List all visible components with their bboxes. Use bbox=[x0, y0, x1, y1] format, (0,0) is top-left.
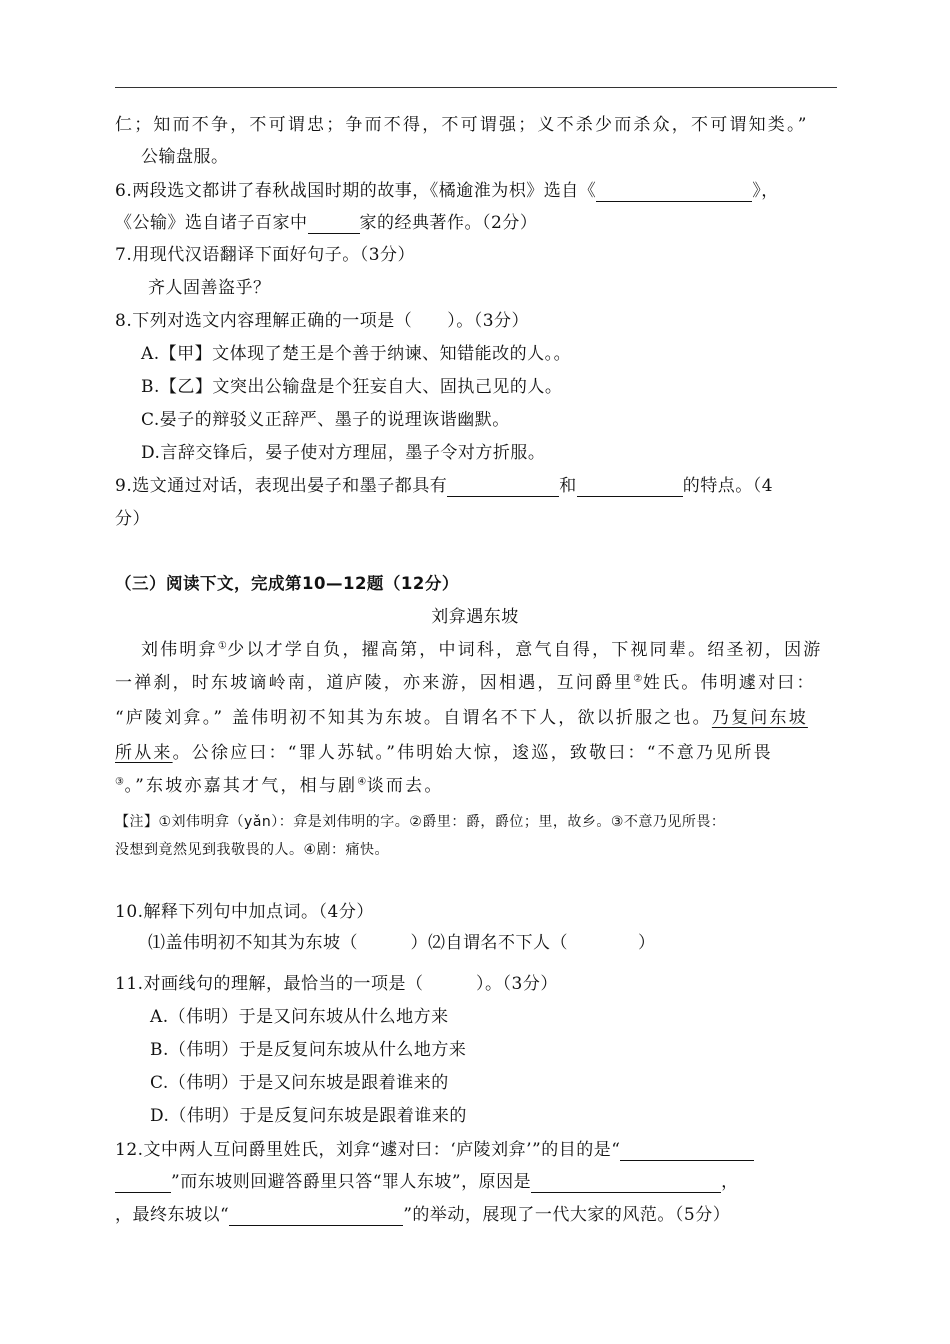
passage-title: 刘弇遇东坡 bbox=[431, 607, 519, 627]
option-c[interactable]: C.（伟明）于是又问东坡是跟着谁来的 bbox=[150, 1073, 449, 1093]
answer-blank[interactable] bbox=[531, 1174, 721, 1193]
question-9-cont: 分） bbox=[115, 509, 150, 529]
answer-blank[interactable] bbox=[620, 1142, 754, 1161]
question-7: 7.用现代汉语翻译下面好句子。（3分） bbox=[115, 245, 416, 265]
question-8: 8.下列对选文内容理解正确的一项是（ ）。（3分） bbox=[115, 311, 530, 331]
underlined-sentence: 乃复问东坡 bbox=[711, 708, 808, 728]
option-d[interactable]: D.（伟明）于是反复问东坡是跟着谁来的 bbox=[150, 1106, 467, 1126]
answer-blank[interactable] bbox=[447, 478, 559, 497]
answer-blank[interactable] bbox=[229, 1207, 403, 1226]
passage-line: 刘伟明弇①少以才学自负，擢高第，中词科，意气自得，下视同辈。绍圣初，因游 bbox=[141, 640, 823, 660]
question-12: 12.文中两人互问爵里姓氏，刘弇“遽对曰：‘庐陵刘弇’”的目的是“ bbox=[115, 1139, 754, 1161]
question-9: 9.选文通过对话，表现出晏子和墨子都具有 和 的特点。（4 bbox=[115, 476, 774, 496]
footnote: 没想到竟然见到我敬畏的人。④剧：痛快。 bbox=[115, 842, 390, 858]
option-c[interactable]: C.晏子的辩驳义正辞严、墨子的说理诙谐幽默。 bbox=[141, 410, 510, 430]
question-6-cont: 《公输》选自诸子百家中 家的经典著作。（2分） bbox=[115, 213, 538, 233]
option-a[interactable]: A.（伟明）于是又问东坡从什么地方来 bbox=[150, 1007, 449, 1027]
question-6: 6.两段选文都讲了春秋战国时期的故事，《橘逾淮为枳》选自《 》， bbox=[115, 181, 779, 201]
passage-line: 一禅刹，时东坡谪岭南，道庐陵，亦来游，因相遇，互问爵里②姓氏。伟明遽对曰： bbox=[115, 673, 816, 693]
option-a[interactable]: A.【甲】文体现了楚王是个善于纳谏、知错能改的人。。 bbox=[141, 344, 572, 364]
answer-blank[interactable] bbox=[577, 478, 683, 497]
option-b[interactable]: B.【乙】文突出公输盘是个狂妄自大、固执己见的人。 bbox=[141, 377, 563, 397]
question-12-cont: ”而东坡则回避答爵里只答“罪人东坡”，原因是 ， bbox=[115, 1171, 739, 1193]
passage-line: “庐陵刘弇。” 盖伟明初不知其为东坡。自谓名不下人，欲以折服之也。乃复问东坡 bbox=[115, 708, 808, 728]
answer-blank[interactable] bbox=[596, 183, 752, 202]
option-b[interactable]: B.（伟明）于是反复问东坡从什么地方来 bbox=[150, 1040, 467, 1060]
header-rule bbox=[115, 87, 837, 88]
section-heading: （三）阅读下文，完成第10—12题（12分） bbox=[115, 574, 459, 593]
question-12-cont: ，最终东坡以“ ”的举动，展现了一代大家的风范。（5分） bbox=[115, 1205, 731, 1225]
passage-line: 公输盘服。 bbox=[141, 147, 229, 167]
option-d[interactable]: D.言辞交锋后，晏子使对方理屈，墨子令对方折服。 bbox=[141, 443, 546, 463]
question-10: 10.解释下列句中加点词。（4分） bbox=[115, 902, 374, 922]
question-7-sentence: 齐人固善盗乎？ bbox=[148, 278, 271, 298]
underlined-sentence: 所从来 bbox=[115, 743, 173, 763]
passage-line: ③。”东坡亦嘉其才气，相与剧④谈而去。 bbox=[115, 776, 444, 796]
answer-blank[interactable] bbox=[115, 1174, 171, 1193]
answer-blank[interactable] bbox=[308, 215, 360, 234]
passage-line: 仁；知而不争，不可谓忠；争而不得，不可谓强；义不杀少而杀众，不可谓知类。” bbox=[115, 115, 809, 135]
footnote: 【注】①刘伟明弇（yǎn）：弇是刘伟明的字。②爵里：爵，爵位；里，故乡。③不意乃见所畏： bbox=[115, 814, 726, 830]
question-10-items: ⑴盖伟明初不知其为东坡（ ）⑵自谓名不下人（ ） bbox=[148, 933, 656, 953]
question-11: 11.对画线句的理解，最恰当的一项是（ ）。（3分） bbox=[115, 974, 558, 994]
passage-line: 所从来。公徐应曰：“罪人苏轼。”伟明始大惊，逡巡，致敬曰：“不意乃见所畏 bbox=[115, 743, 773, 763]
